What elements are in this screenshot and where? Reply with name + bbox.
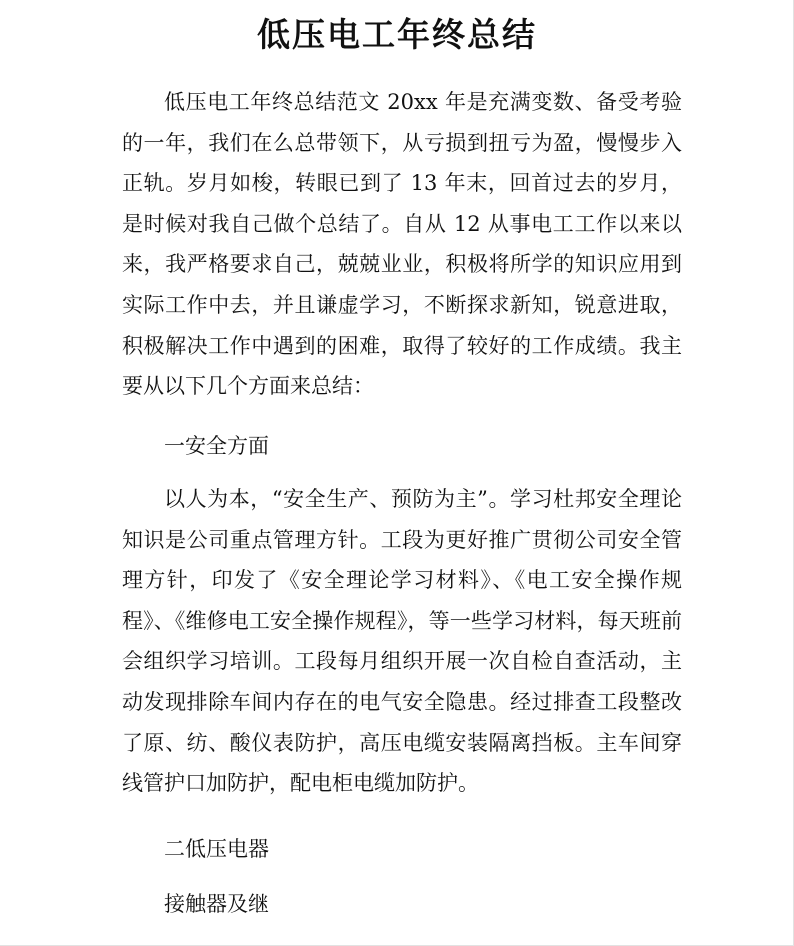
document-title: 低压电工年终总结 — [257, 15, 537, 54]
safety-paragraph: 以人为本，“安全生产、预防为主”。学习杜邦安全理论知识是公司重点管理方针。工段为更好推广贯彻公司安全管理方针，印发了《安全理论学习材料》、《电工安全操作规程》、《维修电工安全操作规程》，等一些学习材料，每天班前会组织学习培训。工段每月组织开展一次自检自查活动，主动发现排除车间内存在的电气安全隐患。经过排查工段整改了原、纺、酸仪表防护，高压电缆安装隔离挡板。主车间穿线管护口加防护，配电柜电缆加防护。 — [122, 487, 682, 796]
intro-paragraph: 低压电工年终总结范文 20xx 年是充满变数、备受考验的一年，我们在么总带领下，从亏损到扭亏为盈，慢慢步入正轨。岁月如梭，转眼已到了 13 年末，回首过去的岁月，是时候对我自己做个总结了。自从 12 从事电工工作以来以来，我严格要求自己，兢兢业业，积极将所学的知识应用到实际工作中去，并且谦虚学习，不断探求新知，锐意进取，积极解决工作中遇到的困难，取得了较好的工作成绩。我主要从以下几个方面来总结： — [122, 90, 682, 399]
section-heading-safety: 一安全方面 — [164, 434, 269, 458]
subsection-heading-contactor: 接触器及继 — [164, 892, 269, 916]
section-heading-low-voltage: 二低压电器 — [164, 837, 269, 861]
